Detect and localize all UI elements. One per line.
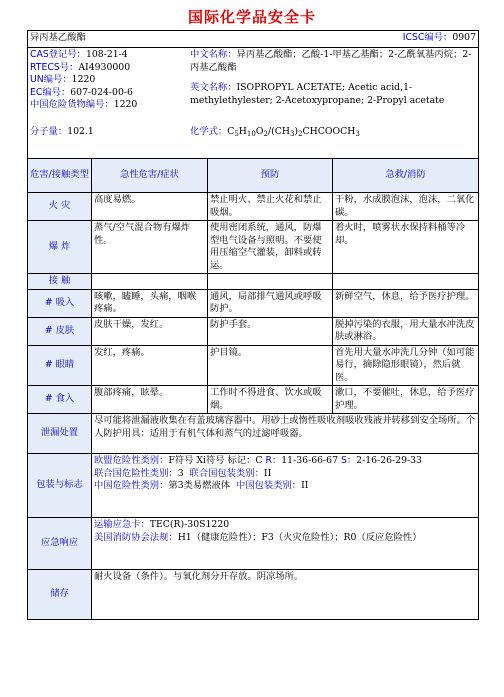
mw-label: 分子量： xyxy=(30,125,68,137)
cell-hazard: 发红，疼痛。 xyxy=(92,345,208,386)
cell-aid: 着火时，喷雾状水保持料桶等冷却。 xyxy=(333,221,479,274)
col-header-type: 危害/接触类型 xyxy=(28,159,92,193)
table-row xyxy=(28,221,479,274)
cn-dangerous-goods-label: 中国危险货物编号： xyxy=(30,99,114,110)
cn-name-label: 中文名称： xyxy=(190,49,237,60)
packaging-label: 包装与标志 xyxy=(28,454,92,518)
cn-dangerous-goods-value: 1220 xyxy=(113,99,138,110)
emergency-label: 应急响应 xyxy=(28,518,92,570)
nfpa-label: 美国消防协会法规： xyxy=(94,531,178,543)
packaging-content xyxy=(92,454,479,518)
row-label-explosion: 爆 炸 xyxy=(28,221,92,274)
cell-aid xyxy=(333,274,479,290)
cell-aid: 漱口，不要催吐，休息，给予医疗护理。 xyxy=(333,386,479,414)
s-phrase-label: S： xyxy=(340,455,357,466)
mw-value: 102.1 xyxy=(67,125,94,137)
cell-prevention: 通风，局部排气通风或呼吸防护。 xyxy=(208,289,333,317)
cell-hazard: 蒸气/空气混合物有爆炸性。 xyxy=(92,221,208,274)
cell-hazard: 咳嗽，瞌睡，头痛，咽喉疼痛。 xyxy=(92,289,208,317)
transport-card-label: 运输应急卡： xyxy=(94,519,150,530)
col-header-prevention: 预防 xyxy=(208,159,333,193)
cell-prevention xyxy=(208,274,333,290)
table-header-row xyxy=(28,159,479,193)
eu-class-text: F符号 Xi符号 标记：C xyxy=(168,455,266,466)
icsc-value: 0907 xyxy=(452,32,476,43)
formula-value: $C_5H_{10}O_2/(CH_3)_2CHCOOCH_3$ xyxy=(227,125,360,138)
en-name-value: ISOPROPYL ACETATE; Acetic acid,1-methylethylester; 2-Acetoxypropane; 2-Propyl acetate xyxy=(190,82,445,106)
un-pack-value: II xyxy=(263,467,272,479)
cell-hazard: 高度易燃。 xyxy=(92,193,208,221)
un-value: 1220 xyxy=(71,74,96,85)
spill-text: 尽可能将泄漏液收集在有盖玻璃容器中。用砂土或惰性吸收剂吸收残液并转移到安全场所。个人防护用具：适用于有机气体和蒸气的过滤呼吸器。 xyxy=(92,414,479,454)
card-title: 国际化学品安全卡 xyxy=(187,8,316,26)
cn-pack-label: 中国包装类别： xyxy=(236,480,302,491)
emergency-content xyxy=(92,518,479,570)
row-label-skin: # 皮肤 xyxy=(28,317,92,345)
row-label-fire: 火 灾 xyxy=(28,193,92,221)
packaging-row xyxy=(28,454,479,518)
cell-hazard xyxy=(92,274,208,290)
cell-aid: 首先用大量水冲洗几分钟（如可能易行，摘除隐形眼镜），然后就医。 xyxy=(333,345,479,386)
row-label-ingestion: # 食入 xyxy=(28,386,92,414)
rtecs-value: AI4930000 xyxy=(78,61,131,73)
cell-prevention: 防护手套。 xyxy=(208,317,333,345)
r-phrase-label: R： xyxy=(265,455,282,466)
storage-row xyxy=(28,570,479,620)
row-label-inhalation: # 吸入 xyxy=(28,289,92,317)
cn-class-value: 第3类易燃液体 xyxy=(168,480,231,491)
eu-class-label: 欧盟危险性类别： xyxy=(94,455,169,466)
transport-card-value: TEC(R)-30S1220 xyxy=(149,519,230,530)
nfpa-value: H1（健康危险性）；F3（火灾危险性）；R0（反应危险性） xyxy=(177,531,422,543)
cn-name-value: 异丙基乙酸酯；乙酸-1-甲基乙基酯；2-乙酰氧基丙烷；2-丙基乙酸酯 xyxy=(190,49,472,73)
spill-row xyxy=(28,414,479,454)
table-row xyxy=(28,289,479,317)
storage-label: 储存 xyxy=(28,570,92,620)
col-header-aid: 急救/消防 xyxy=(333,159,479,193)
emergency-row xyxy=(28,518,479,570)
cell-prevention: 禁止明火、禁止火花和禁止吸烟。 xyxy=(208,193,333,221)
cell-prevention: 使用密闭系统，通风，防爆型电气设备与照明。不要使用压缩空气灌装，卸料或转运。 xyxy=(208,221,333,274)
cas-label: CAS登记号： xyxy=(30,49,86,60)
chemical-name: 异丙基乙酸酯 xyxy=(30,32,86,43)
cell-aid: 新鲜空气，休息，给予医疗护理。 xyxy=(333,289,479,317)
cas-value: 108-21-4 xyxy=(85,49,128,60)
table-row xyxy=(28,317,479,345)
row-label-eyes: # 眼睛 xyxy=(28,345,92,386)
safety-card-table xyxy=(27,30,479,620)
cell-prevention: 护目镜。 xyxy=(208,345,333,386)
table-row xyxy=(28,193,479,221)
table-row xyxy=(28,386,479,414)
cn-pack-value: II xyxy=(301,480,309,491)
icsc-label: ICSC编号： xyxy=(402,32,453,43)
storage-text: 耐火设备（条件）。与氧化剂分开存放。阴凉场所。 xyxy=(92,570,479,620)
en-name-label: 英文名称： xyxy=(190,82,237,93)
un-label: UN编号： xyxy=(30,74,72,85)
s-phrase-value: 2-16-26-29-33 xyxy=(356,455,422,466)
cell-prevention: 工作时不得进食、饮水或吸烟。 xyxy=(208,386,333,414)
identifiers-row xyxy=(28,48,479,159)
cell-aid: 干粉，水成膜泡沫，泡沫，二氧化碳。 xyxy=(333,193,479,221)
un-class-label: 联合国危险性类别： xyxy=(94,467,178,479)
row-label-contact: 接 触 xyxy=(28,274,92,290)
ec-label: EC编号： xyxy=(30,86,71,98)
cell-hazard: 皮肤干燥，发红。 xyxy=(92,317,208,345)
header-row xyxy=(28,31,479,48)
cn-class-label: 中国危险性类别： xyxy=(94,480,169,491)
rtecs-label: RTECS号： xyxy=(30,61,79,73)
cell-aid: 脱掉污染的衣服，用大量水冲洗皮肤或淋浴。 xyxy=(333,317,479,345)
un-class-value: 3 xyxy=(177,467,184,479)
un-pack-label: 联合国包装类别： xyxy=(189,467,264,479)
table-row xyxy=(28,345,479,386)
cell-hazard: 腹部疼痛，眩晕。 xyxy=(92,386,208,414)
col-header-hazard: 急性危害/症状 xyxy=(92,159,208,193)
formula-label: 化学式： xyxy=(190,125,228,137)
spill-label: 泄漏处置 xyxy=(28,414,92,454)
r-phrase-value: 11-36-66-67 xyxy=(281,455,341,466)
table-row xyxy=(28,274,479,290)
ec-value: 607-024-00-6 xyxy=(70,86,133,98)
